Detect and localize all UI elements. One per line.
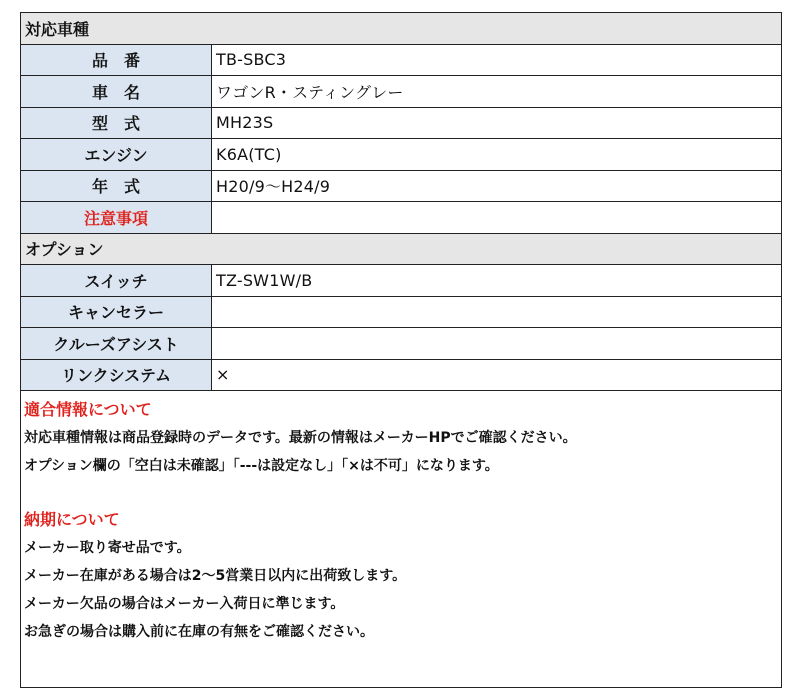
row-label-switch: スイッチ xyxy=(21,265,212,297)
table-row xyxy=(21,170,782,202)
row-value-year: H20/9〜H24/9 xyxy=(212,170,782,202)
row-label-engine: エンジン xyxy=(21,139,212,171)
row-value-part-number: TB-SBC3 xyxy=(212,44,782,76)
table-row xyxy=(21,107,782,139)
table-row xyxy=(21,202,782,234)
row-value-engine: K6A(TC) xyxy=(212,139,782,171)
table-row xyxy=(21,328,782,360)
row-value-car-name: ワゴンR・スティングレー xyxy=(212,76,782,108)
table-row xyxy=(21,296,782,328)
row-value-model-code: MH23S xyxy=(212,107,782,139)
section-title-vehicle: 対応車種 xyxy=(21,13,782,45)
delivery-info-line: メーカー取り寄せ品です。 xyxy=(24,540,191,556)
table-row xyxy=(21,265,782,297)
row-label-car-name: 車 名 xyxy=(21,76,212,108)
fitment-info-line: 対応車種情報は商品登録時のデータです。最新の情報はメーカーHPでご確認ください。 xyxy=(24,430,577,446)
row-label-link-system: リンクシステム xyxy=(21,359,212,391)
row-value-notes xyxy=(212,202,782,234)
section-row-options xyxy=(21,233,782,265)
row-value-switch: TZ-SW1W/B xyxy=(212,265,782,297)
table-row xyxy=(21,76,782,108)
row-label-notes: 注意事項 xyxy=(21,202,212,234)
row-label-model-code: 型 式 xyxy=(21,107,212,139)
row-label-canceller: キャンセラー xyxy=(21,296,212,328)
row-label-part-number: 品 番 xyxy=(21,44,212,76)
delivery-info-heading: 納期について xyxy=(24,510,120,529)
row-value-canceller xyxy=(212,296,782,328)
fitment-info-heading: 適合情報について xyxy=(24,400,152,419)
table-row xyxy=(21,44,782,76)
table-row xyxy=(21,359,782,391)
row-value-link-system: × xyxy=(212,359,782,391)
row-label-cruise-assist: クルーズアシスト xyxy=(21,328,212,360)
row-value-cruise-assist xyxy=(212,328,782,360)
spacer xyxy=(24,480,774,506)
row-label-year: 年 式 xyxy=(21,170,212,202)
section-title-options: オプション xyxy=(21,233,782,265)
delivery-info-line: メーカー在庫がある場合は2〜5営業日以内に出荷致します。 xyxy=(24,568,407,584)
spec-table xyxy=(20,12,782,391)
delivery-info-line: お急ぎの場合は購入前に在庫の有無をご確認ください。 xyxy=(24,624,374,640)
table-row xyxy=(21,139,782,171)
notes-block xyxy=(24,396,774,646)
delivery-info-line: メーカー欠品の場合はメーカー入荷日に準じます。 xyxy=(24,596,345,612)
section-row-vehicle xyxy=(21,13,782,45)
fitment-info-line: オプション欄の「空白は未確認」「---は設定なし」「×は不可」になります。 xyxy=(24,458,499,474)
